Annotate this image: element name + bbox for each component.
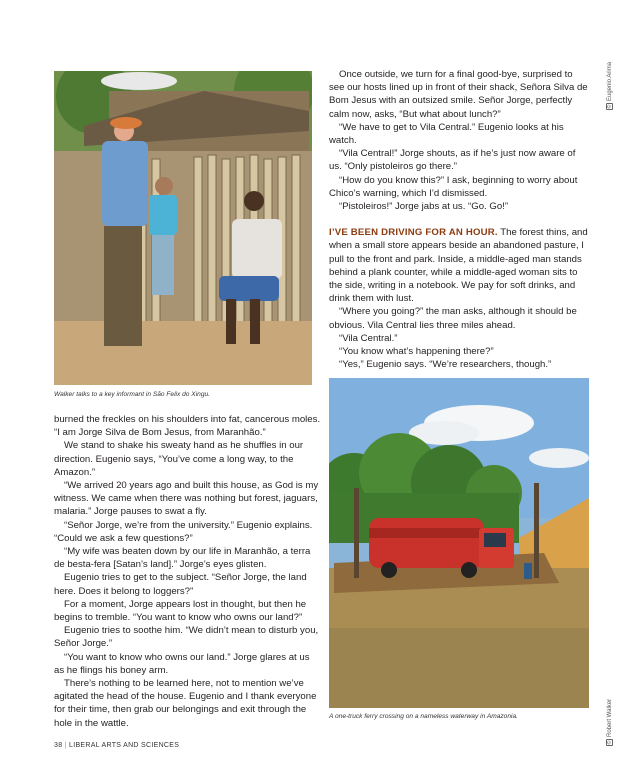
photo-credit-bottom	[606, 699, 613, 746]
paragraph: “How do you know this?” I ask, beginning to worry about Chico’s warning, which I’d dismissed.	[329, 174, 578, 199]
copyright-icon: ©	[607, 740, 613, 745]
section-spacer	[329, 213, 589, 226]
photo-walker-with-informant	[54, 71, 312, 385]
photo-caption-left: Walker talks to a key informant in São Felix do Xingu.	[54, 391, 211, 398]
copyright-icon: ©	[607, 104, 613, 109]
page-number: 38	[54, 742, 63, 749]
section-lead-paragraph	[329, 226, 589, 305]
paragraph: “Yes,” Eugenio says. “We’re researchers, though.”	[339, 359, 552, 371]
section-name: LIBERAL ARTS AND SCIENCES	[69, 742, 180, 749]
body-text-right-column	[329, 68, 589, 371]
photo-ferry-crossing	[329, 378, 589, 708]
photo-caption-right: A one-truck ferry crossing on a nameless waterway in Amazonia.	[329, 713, 518, 720]
paragraph: “We arrived 20 years ago and built this house, as God is my witness. We came when there was nothing but forest, jaguars, malaria.” Jorge pauses to swat a fly.	[54, 480, 319, 518]
section-lead-in: I’VE BEEN DRIVING FOR AN HOUR.	[329, 227, 498, 239]
paragraph: Eugenio tries to soothe him. “We didn’t mean to disturb you, Señor Jorge.”	[54, 625, 319, 650]
photo-credit-top	[606, 62, 613, 110]
section-lead-rest: The forest thins, and when a small store appears beside an abandoned pasture, I pull to the front and park. Inside, a middle-aged man stands behind a plank counter, while a middle-aged woman sits to the side, writing in a notebook. We pay for soft drinks, and drink them with lust.	[329, 227, 588, 305]
paragraph: “Señor Jorge, we’re from the university.” Eugenio explains. “Could we ask a few questions?”	[54, 519, 313, 544]
body-text-left-column	[54, 413, 322, 730]
paragraph: “You know what’s happening there?”	[339, 346, 494, 358]
paragraph: “Vila Central!” Jorge shouts, as if he’s just now aware of us. “Only pistoleiros go there.”	[329, 148, 576, 173]
photo-credit-top-name: Eugenio Arima	[607, 61, 613, 101]
paragraph: For a moment, Jorge appears lost in thought, but then he begins to tremble. “You want to know who owns our land?”	[54, 598, 307, 624]
page-footer	[54, 742, 179, 749]
paragraph: burned the freckles on his shoulders into fat, cancerous moles. “I am Jorge Silva de Bom Jesus, from Maranhão.”	[54, 414, 321, 439]
paragraph: Once outside, we turn for a final good-bye, surprised to see our hosts lined up in front of their shack, Señora Silva de Bom Jesus with an outsized smile. Señor Jorge, perfectly calm now, asks, “But what about lunch?”	[329, 69, 588, 120]
paragraph: “Where you going?” the man asks, although it should be obvious. Vila Central lies three miles ahead.	[329, 306, 577, 331]
paragraph: “We have to get to Vila Central.” Eugenio looks at his watch.	[329, 121, 564, 147]
paragraph: Eugenio tries to get to the subject. “Señor Jorge, the land here. Does it belong to loggers?”	[54, 572, 307, 597]
photo-left-illustration	[54, 71, 312, 385]
paragraph: “Pistoleiros!” Jorge jabs at us. “Go. Go!”	[339, 201, 509, 213]
paragraph: “You want to know who owns our land.” Jorge glares at us as he flings his boney arm.	[54, 651, 310, 676]
footer-separator: |	[64, 742, 67, 749]
paragraph: We stand to shake his sweaty hand as he shuffles in our direction. Eugenio says, “You’ve come a long way, to the Amazon.”	[54, 440, 304, 478]
paragraph: “My wife was beaten down by our life in Maranhão, a terra de besta-fera [Satan’s land].” Jorge’s eyes glisten.	[54, 546, 311, 571]
paragraph: “Vila Central.”	[339, 332, 398, 344]
photo-right-illustration	[329, 378, 589, 708]
photo-credit-bottom-name: Robert Walker	[607, 698, 613, 737]
paragraph: There’s nothing to be learned here, not to mention we’ve agitated the head of the house. Eugenio and I thank everyone for their time, then grab our belongings and exit through the hole in the wattle.	[54, 678, 317, 729]
